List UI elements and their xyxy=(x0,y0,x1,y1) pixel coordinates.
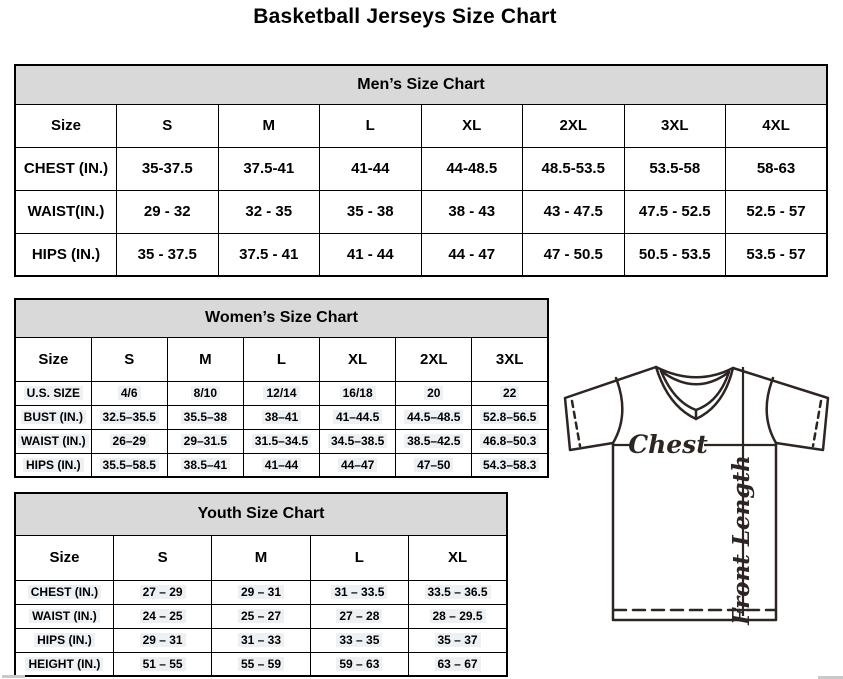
size-value-cell: 52.8–56.5 xyxy=(472,405,548,429)
size-value-cell: 35 - 38 xyxy=(320,190,422,233)
size-value-cell: 26–29 xyxy=(91,429,167,453)
size-value-cell: 35-37.5 xyxy=(117,147,219,190)
size-value-cell: 28 – 29.5 xyxy=(409,604,507,628)
size-value-cell: 47.5 - 52.5 xyxy=(624,190,726,233)
womens-column-header-m: M xyxy=(167,337,243,381)
row-label: U.S. SIZE xyxy=(15,381,91,405)
size-value-cell: 41 - 44 xyxy=(320,233,422,276)
size-value-cell: 47 - 50.5 xyxy=(523,233,625,276)
row-label: WAIST (IN.) xyxy=(15,429,91,453)
size-value-cell: 44 - 47 xyxy=(421,233,523,276)
row-label: HEIGHT (IN.) xyxy=(15,652,113,676)
size-value-cell: 41–44 xyxy=(243,453,319,477)
size-value-cell: 59 – 63 xyxy=(310,652,408,676)
size-value-cell: 44.5–48.5 xyxy=(396,405,472,429)
row-label: HIPS (IN.) xyxy=(15,233,117,276)
table-row xyxy=(15,604,507,628)
youth-caption: Youth Size Chart xyxy=(15,493,507,535)
size-value-cell: 25 – 27 xyxy=(212,604,310,628)
table-row xyxy=(15,190,827,233)
youth-column-header-xl: XL xyxy=(409,535,507,580)
size-value-cell: 38–41 xyxy=(243,405,319,429)
mens-size-header: Size xyxy=(15,104,117,147)
size-value-cell: 22 xyxy=(472,381,548,405)
size-value-cell: 44–47 xyxy=(320,453,396,477)
table-row xyxy=(15,628,507,652)
youth-column-header-l: L xyxy=(310,535,408,580)
size-value-cell: 35.5–38 xyxy=(167,405,243,429)
womens-column-header-l: L xyxy=(243,337,319,381)
size-value-cell: 52.5 - 57 xyxy=(726,190,828,233)
size-value-cell: 46.8–50.3 xyxy=(472,429,548,453)
size-value-cell: 31 – 33.5 xyxy=(310,580,408,604)
womens-column-header-3xl: 3XL xyxy=(472,337,548,381)
size-value-cell: 29–31.5 xyxy=(167,429,243,453)
size-value-cell: 31 – 33 xyxy=(212,628,310,652)
size-value-cell: 20 xyxy=(396,381,472,405)
womens-column-header-2xl: 2XL xyxy=(396,337,472,381)
size-value-cell: 51 – 55 xyxy=(113,652,211,676)
table-row xyxy=(15,381,548,405)
size-value-cell: 29 - 32 xyxy=(117,190,219,233)
size-value-cell: 48.5-53.5 xyxy=(523,147,625,190)
size-value-cell: 16/18 xyxy=(320,381,396,405)
mens-column-header-s: S xyxy=(117,104,219,147)
size-value-cell: 37.5-41 xyxy=(218,147,320,190)
size-value-cell: 55 – 59 xyxy=(212,652,310,676)
table-row xyxy=(15,652,507,676)
size-value-cell: 31.5–34.5 xyxy=(243,429,319,453)
table-row xyxy=(15,580,507,604)
row-label: WAIST (IN.) xyxy=(15,604,113,628)
front-length-label: Front Length xyxy=(728,455,755,625)
row-label: WAIST(IN.) xyxy=(15,190,117,233)
size-value-cell: 12/14 xyxy=(243,381,319,405)
row-label: HIPS (IN.) xyxy=(15,453,91,477)
womens-caption: Women’s Size Chart xyxy=(15,299,548,337)
size-value-cell: 38.5–41 xyxy=(167,453,243,477)
size-value-cell: 4/6 xyxy=(91,381,167,405)
left-cuff-dashed-seam xyxy=(572,401,580,446)
size-value-cell: 35 - 37.5 xyxy=(117,233,219,276)
row-label: HIPS (IN.) xyxy=(15,628,113,652)
size-value-cell: 47–50 xyxy=(396,453,472,477)
size-value-cell: 58-63 xyxy=(726,147,828,190)
row-label: CHEST (IN.) xyxy=(15,147,117,190)
size-value-cell: 44-48.5 xyxy=(421,147,523,190)
youth-column-header-m: M xyxy=(212,535,310,580)
table-row xyxy=(15,429,548,453)
size-value-cell: 24 – 25 xyxy=(113,604,211,628)
size-value-cell: 27 – 28 xyxy=(310,604,408,628)
size-value-cell: 33.5 – 36.5 xyxy=(409,580,507,604)
size-value-cell: 27 – 29 xyxy=(113,580,211,604)
size-value-cell: 34.5–38.5 xyxy=(320,429,396,453)
table-row xyxy=(15,405,548,429)
mens-column-header-3xl: 3XL xyxy=(624,104,726,147)
row-label: BUST (IN.) xyxy=(15,405,91,429)
mens-caption: Men’s Size Chart xyxy=(15,65,827,104)
row-label: CHEST (IN.) xyxy=(15,580,113,604)
size-value-cell: 35.5–58.5 xyxy=(91,453,167,477)
right-cuff-dashed-seam xyxy=(813,401,821,446)
page-edge-fragment xyxy=(2,675,25,678)
size-value-cell: 41-44 xyxy=(320,147,422,190)
size-value-cell: 54.3–58.3 xyxy=(472,453,548,477)
size-value-cell: 8/10 xyxy=(167,381,243,405)
womens-column-header-s: S xyxy=(91,337,167,381)
youth-size-header: Size xyxy=(15,535,113,580)
mens-column-header-l: L xyxy=(320,104,422,147)
youth-size-chart-table xyxy=(14,492,508,677)
womens-size-header: Size xyxy=(15,337,91,381)
size-value-cell: 53.5-58 xyxy=(624,147,726,190)
size-value-cell: 29 – 31 xyxy=(113,628,211,652)
womens-column-header-xl: XL xyxy=(320,337,396,381)
youth-column-header-s: S xyxy=(113,535,211,580)
size-value-cell: 32 - 35 xyxy=(218,190,320,233)
mens-column-header-4xl: 4XL xyxy=(726,104,828,147)
page-title: Basketball Jerseys Size Chart xyxy=(253,5,557,28)
size-value-cell: 41–44.5 xyxy=(320,405,396,429)
size-value-cell: 37.5 - 41 xyxy=(218,233,320,276)
size-value-cell: 29 – 31 xyxy=(212,580,310,604)
table-row xyxy=(15,147,827,190)
table-row xyxy=(15,233,827,276)
size-value-cell: 38 - 43 xyxy=(421,190,523,233)
size-value-cell: 32.5–35.5 xyxy=(91,405,167,429)
size-value-cell: 53.5 - 57 xyxy=(726,233,828,276)
size-value-cell: 50.5 - 53.5 xyxy=(624,233,726,276)
size-value-cell: 43 - 47.5 xyxy=(523,190,625,233)
womens-size-chart-table xyxy=(14,298,549,478)
mens-size-chart-table xyxy=(14,64,828,277)
table-row xyxy=(15,453,548,477)
jersey-measurement-diagram xyxy=(556,356,840,646)
size-value-cell: 35 – 37 xyxy=(409,628,507,652)
size-value-cell: 63 – 67 xyxy=(409,652,507,676)
chest-label: Chest xyxy=(628,430,708,459)
mens-column-header-m: M xyxy=(218,104,320,147)
mens-column-header-xl: XL xyxy=(421,104,523,147)
size-value-cell: 33 – 35 xyxy=(310,628,408,652)
size-value-cell: 38.5–42.5 xyxy=(396,429,472,453)
mens-column-header-2xl: 2XL xyxy=(523,104,625,147)
